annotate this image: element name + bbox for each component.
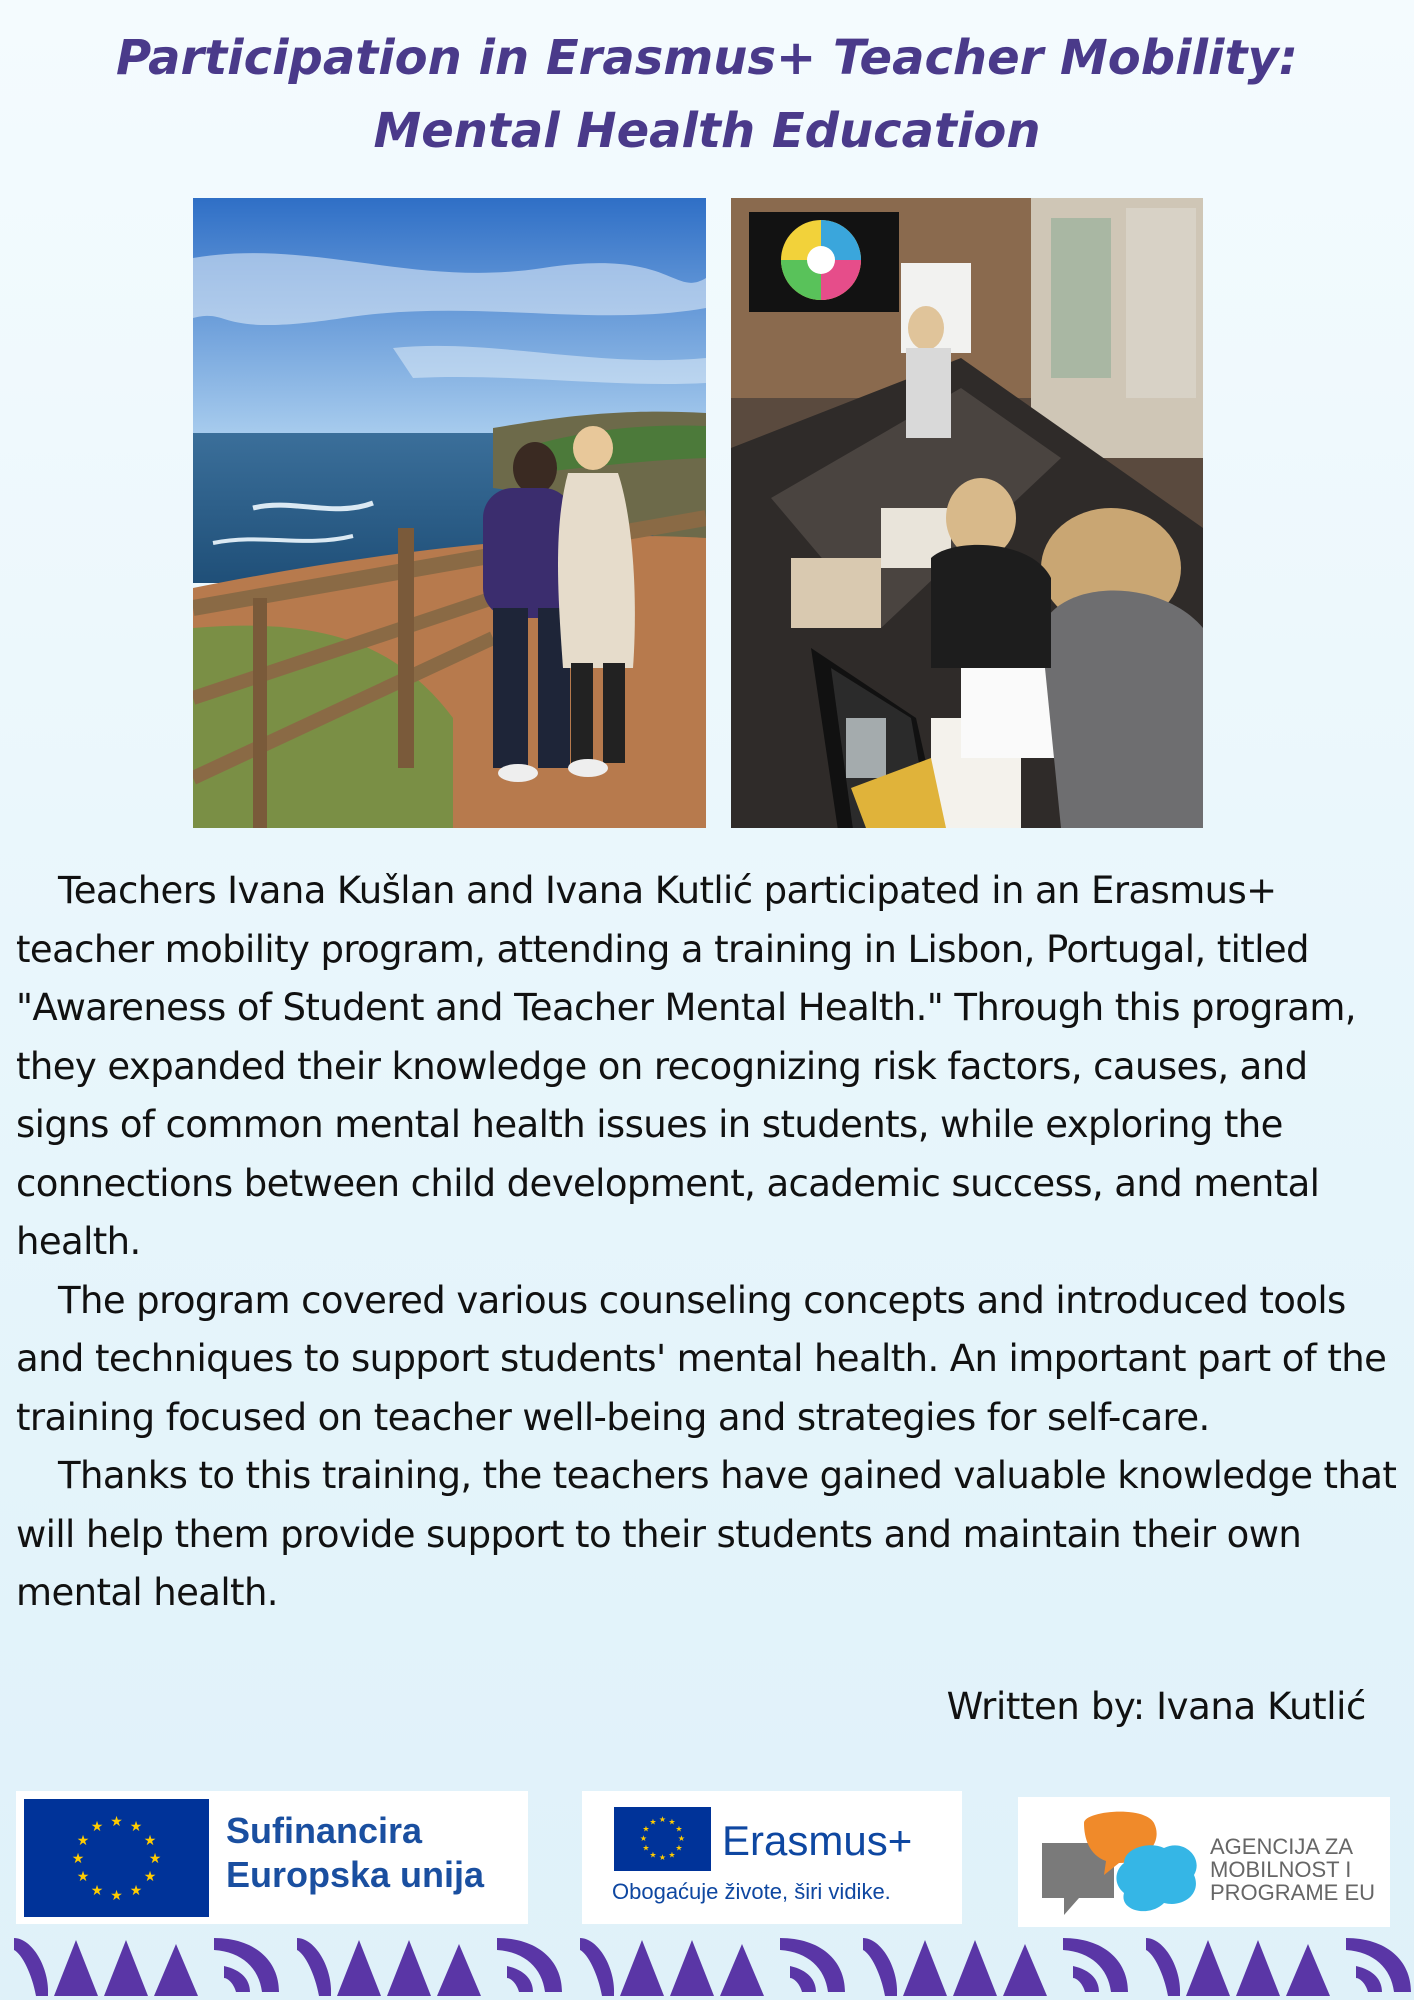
decorative-border: [0, 1930, 1414, 2000]
page-title: Participation in Erasmus+ Teacher Mobility: Mental Health Education: [116, 30, 1298, 159]
svg-text:★: ★: [90, 1819, 104, 1835]
svg-text:★: ★: [675, 1824, 683, 1834]
svg-text:★: ★: [143, 1869, 157, 1885]
photo-training-room: [731, 198, 1203, 828]
erasmus-logo-tagline: Obogaćuje živote, širi vidike.: [612, 1879, 891, 1904]
svg-text:★: ★: [642, 1824, 650, 1834]
article-body: [16, 862, 1401, 1623]
svg-text:★: ★: [642, 1843, 650, 1853]
svg-text:★: ★: [668, 1850, 676, 1860]
agency-logo-line2: MOBILNOST I: [1210, 1857, 1352, 1882]
svg-text:★: ★: [649, 1817, 657, 1827]
eu-logo-line1: Sufinancira: [226, 1810, 423, 1851]
svg-text:★: ★: [668, 1817, 676, 1827]
svg-text:★: ★: [76, 1869, 90, 1885]
svg-text:★: ★: [110, 1888, 123, 1904]
agency-logo-line3: PROGRAME EU: [1210, 1880, 1376, 1905]
svg-text:★: ★: [143, 1833, 157, 1849]
svg-text:★: ★: [639, 1834, 648, 1843]
agency-logo-line1: AGENCIJA ZA: [1210, 1834, 1354, 1859]
paragraph: Thanks to this training, the teachers have gained valuable knowledge that will help them provide support to their students and maintain their own mental health.: [16, 1454, 1397, 1614]
photo-coast-teachers: [193, 198, 706, 828]
svg-text:★: ★: [649, 1850, 657, 1860]
svg-text:★: ★: [129, 1883, 143, 1899]
svg-text:★: ★: [677, 1834, 686, 1843]
svg-text:★: ★: [658, 1853, 667, 1862]
agency-logo: [1018, 1797, 1390, 1927]
speech-bubbles-icon: [1024, 1803, 1204, 1923]
eu-cofunded-logo: [16, 1791, 528, 1924]
paragraph: The program covered various counseling concepts and introduced tools and techniques to support students' mental health. An important part of the training focused on teacher well-being and strategies for self-care.: [16, 1278, 1387, 1439]
eu-logo-line2: Europska unija: [226, 1854, 485, 1895]
byline: Written by: Ivana Kutlić: [946, 1685, 1366, 1728]
erasmus-logo-name: Erasmus+: [722, 1817, 913, 1864]
paragraph: Teachers Ivana Kušlan and Ivana Kutlić participated in an Erasmus+ teacher mobility program, attending a training in Lisbon, Portugal, titled "Awareness of Student and Teacher Mental Health." Through this program, they expanded their knowledge on recognizing risk factors, causes, and signs of common mental health issues in students, while exploring the connections between child development, academic success, and mental health.: [16, 869, 1356, 1263]
erasmus-plus-logo: [582, 1791, 962, 1924]
eu-flag-icon: [24, 1799, 209, 1917]
svg-text:★: ★: [675, 1843, 683, 1853]
svg-text:★: ★: [110, 1814, 123, 1830]
svg-text:★: ★: [76, 1833, 90, 1849]
svg-text:★: ★: [148, 1851, 162, 1867]
svg-text:★: ★: [71, 1851, 85, 1867]
svg-text:★: ★: [658, 1815, 667, 1824]
svg-text:★: ★: [129, 1819, 143, 1835]
eu-flag-icon: [614, 1807, 711, 1871]
svg-text:★: ★: [90, 1883, 104, 1899]
